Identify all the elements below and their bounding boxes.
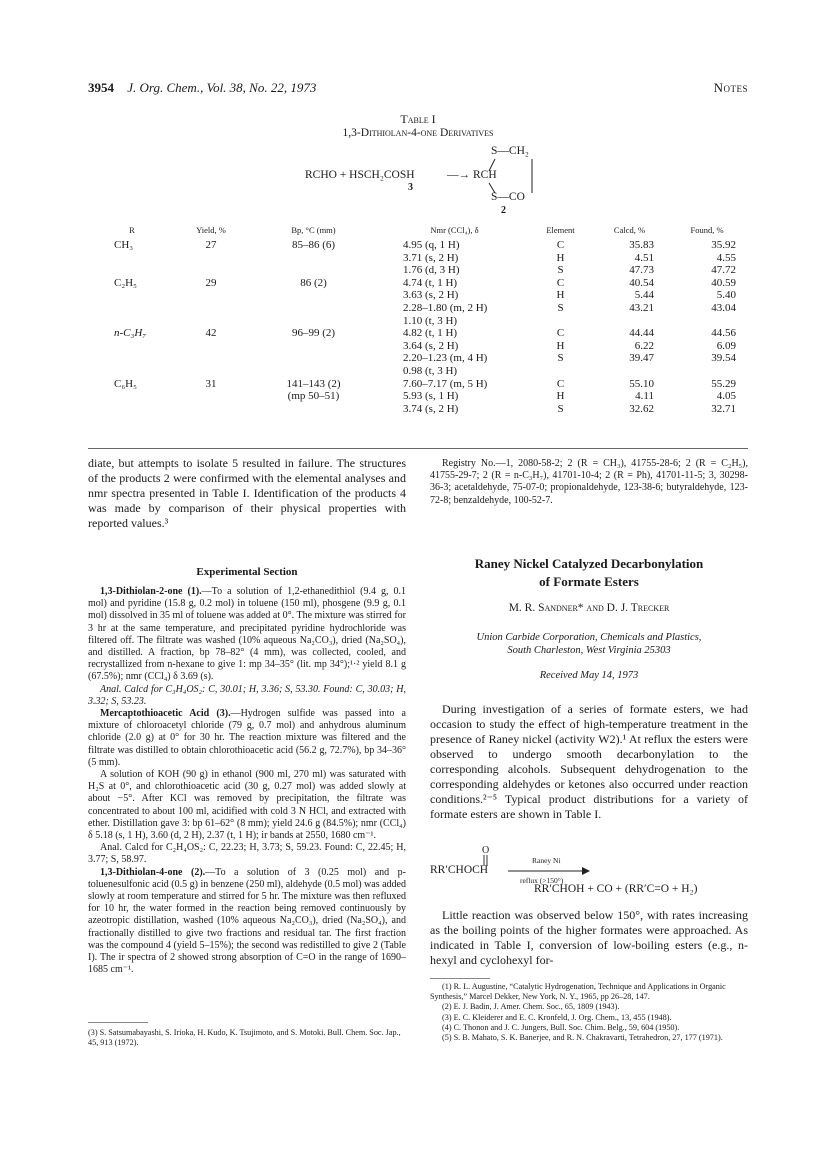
right-footnotes xyxy=(430,982,748,1043)
col-header-r: R xyxy=(129,225,135,235)
analysis-mercaptothioacetic: Anal. Calcd for C₂H₄OS₂: C, 22.23; H, 3.73; S, 59.23. Found: C, 22.45; H, 3.77; S, 58.97. xyxy=(88,842,406,866)
table-row: C₂H₅ 29 86 (2) 4.74 (t, 1 H) C 40.54 40.59 xyxy=(114,276,736,289)
table-row: 3.74 (s, 2 H) S 32.62 32.71 xyxy=(403,402,736,415)
received-date: Received May 14, 1973 xyxy=(539,670,639,681)
col-header-calcd: Calcd, % xyxy=(613,225,646,235)
table-row: 1.10 (t, 3 H) xyxy=(403,314,458,327)
registry-numbers: Registry No.—1, 2080-58-2; 2 (R = CH₃), 41755-28-6; 2 (R = C₂H₅), 41755-29-7; 2 (R = n-C₃H₇), 41701-10-4; 2 (R = Ph), 41701-11-5; 3, 30298-36-3; acetaldehyde, 75-07-0; propionaldehyde, 123-38-6; butyraldehyde, 123-72-8; benzaldehyde, 100-52-7. xyxy=(430,458,748,506)
right-second-paragraph: Little reaction was observed below 150°, with rates increasing as the boiling points of the higher formates were approached. As indicated in Table I, conversion of low-boiling esters (e.g., n-hexyl and cyclohexyl for- xyxy=(430,908,748,967)
table-row: 0.98 (t, 3 H) xyxy=(403,364,458,377)
right-footnote-rule xyxy=(430,978,490,979)
decarbonylation-equation xyxy=(430,845,748,895)
table-row: (mp 50–51) 5.93 (s, 1 H) H 4.11 4.05 xyxy=(287,390,736,403)
affiliation-line1: Union Carbide Corporation, Chemicals and Plastics, xyxy=(476,632,702,643)
scheme-product-label: 2 xyxy=(501,205,506,216)
page-number: 3954 xyxy=(88,80,114,95)
table-row: 3.71 (s, 2 H) H 4.51 4.55 xyxy=(403,251,736,264)
table-row: 2.28–1.80 (m, 2 H) S 43.21 43.04 xyxy=(403,301,736,314)
right-intro-paragraph: During investigation of a series of formate esters, we had occasion to study the effect of high-temperature treatment in the presence of Raney nickel (activity W2).¹ At reflux the esters were observed to undergo smooth decarbonylation to the corresponding alcohols. Subsequent dehydrogenation to the corresponding aldehydes or ketones also occurred under reaction conditions.²⁻⁵ Typical product distributions for a variety of formate esters are shown in Table I. xyxy=(430,702,748,821)
eq-reactant: RR′CHOCH xyxy=(430,864,489,876)
scheme-reactants: RCHO + HSCH₂COSH xyxy=(305,169,415,181)
scheme-reactant-label: 3 xyxy=(408,182,413,193)
reaction-scheme xyxy=(305,145,565,215)
procedure-dithiolan-2-one: 1,3-Dithiolan-2-one (1).—To a solution of 1,2-ethanedithiol (9.4 g, 0.1 mol) and pyridine (15.8 g, 0.2 mol) in toluene (150 ml), phosgene (9.9 g, 0.1 mol) dissolved in 35 ml of toluene was added at 0°. The mixture was stirred for 3 hr at the same temperature, and precipitated pyridine hydrochloride was filtered off. The filtrate was washed (10% aqueous Na₂CO₃), dried (Na₂SO₄), and distilled. A fraction, bp 78–82° (4 mm), was collected, cooled, and recrystallized from n-hexane to give 1: mp 34–35° (lit. mp 34°);¹·² yield 8.1 g (67.5%); nmr (CCl₄) δ 3.69 (s). xyxy=(88,586,406,683)
procedure-koh-solution: A solution of KOH (90 g) in ethanol (900 ml, 270 ml) was saturated with H₂S at 0°, and chlorothioacetic acid (30 g, 0.27 mol) was added slowly at about −5°. After KCl was removed by precipitation, the filtrate was concentrated to about 100 ml, acidified with cold 3 N HCl, and extracted with ether. Distillation gave 3: bp 61–62° (8 mm); yield 24.6 g (84.5%); nmr (CCl₄) δ 5.18 (s, 1 H), 3.60 (d, 2 H), 2.37 (t, 1 H); ir bands at 2550, 1680 cm⁻¹. xyxy=(88,769,406,842)
journal-citation: J. Org. Chem., Vol. 38, No. 22, 1973 xyxy=(127,80,317,95)
experimental-body xyxy=(88,586,406,977)
left-footnote-rule xyxy=(88,1022,148,1023)
experimental-heading: Experimental Section xyxy=(196,566,298,578)
procedure-mercaptothioacetic: Mercaptothioacetic Acid (3).—Hydrogen sulfide was passed into a mixture of chloroacetyl chloride (79 g, 0.7 mol) and anhydrous aluminum chloride (2.0 g) at 0° for 30 hr. The reaction mixture was filtered and the filtrate was distilled to obtain chlorothioacetic acid (56.2 g, 72.7%), bp 34–36° (5 mm). xyxy=(88,708,406,768)
article-title-line1: Raney Nickel Catalyzed Decarbonylation xyxy=(474,556,704,571)
affiliation-line2: South Charleston, West Virginia 25303 xyxy=(507,645,671,656)
eq-carbonyl-o: O xyxy=(482,845,490,856)
left-intro-paragraph: diate, but attempts to isolate 5 resulted in failure. The structures of the products 2 were confirmed with the elemental analyses and nmr spectra presented in Table I. Identification of the products 4 was made by comparison of their physical properties with reported values.³ xyxy=(88,456,406,530)
table-bottom-rule xyxy=(88,448,748,449)
table-title: Table I xyxy=(400,112,436,126)
scheme-arrow: —→ xyxy=(447,169,470,181)
table-row: CH₃ 27 85–86 (6) 4.95 (q, 1 H) C 35.83 35.92 xyxy=(114,239,736,251)
footnote-4: (4) C. Thonon and J. C. Jungers, Bull. Soc. Chim. Belg., 59, 604 (1950). xyxy=(442,1022,680,1032)
scheme-product-r: RCH xyxy=(473,169,497,181)
running-header xyxy=(88,80,748,98)
table-subtitle: 1,3-Dithiolan-4-one Derivatives xyxy=(342,127,494,139)
table-row: n-C₃H₇ 42 96–99 (2) 4.82 (t, 1 H) C 44.44 44.56 xyxy=(114,327,736,340)
left-footnote: (3) S. Satsumabayashi, S. Irioka, H. Kudo, K. Tsujimoto, and S. Motoki. Bull. Chem. Soc. Jap., 45, 913 (1972). xyxy=(88,1028,401,1048)
article-title-line2: of Formate Esters xyxy=(539,574,639,589)
table-header-row xyxy=(88,225,748,239)
footnote-3: (3) E. C. Kleiderer and E. C. Kronfeld, J. Org. Chem., 13, 455 (1948). xyxy=(442,1012,672,1022)
footnote-1: (1) R. L. Augustine, “Catalytic Hydrogenation, Technique and Applications in Organic Synthesis,” Marcel Dekker, New York, N. Y., 1965, pp 26–28, 147. xyxy=(430,982,726,1002)
scheme-product-bottom: S—CO xyxy=(491,191,525,203)
procedure-dithiolan-4-one: 1,3-Dithiolan-4-one (2).—To a solution of 3 (0.25 mol) and p-toluenesulfonic acid (0.5 g) in benzene (250 ml), aldehyde (0.5 mol) was added slowly at room temperature and stirred for 5 hr. The mixture was then refluxed for 10 hr, the water formed in the reaction being removed continuously by azeotropic distillation, washed (10% aqueous Na₂CO₃), dried (Na₂SO₄), and fractionally distilled to give two fractions and residual tar. The first fraction was the compound 4 (yield 5–15%); the second was redistilled to give 2 (Table I). The ir spectra of 2 showed strong absorption of C=O in the range of 1690–1685 cm⁻¹. xyxy=(88,866,406,976)
col-header-element: Element xyxy=(546,225,575,235)
table-row: C₆H₅ 31 141–143 (2) 7.60–7.17 (m, 5 H) C 55.10 55.29 xyxy=(114,377,736,390)
table-row: 3.63 (s, 2 H) H 5.44 5.40 xyxy=(403,289,736,302)
table-row: 1.76 (d, 3 H) S 47.73 47.72 xyxy=(403,264,736,277)
footnote-5: (5) S. B. Mahato, S. K. Banerjee, and R. N. Chakravarti, Tetrahedron, 27, 177 (1971). xyxy=(442,1033,723,1043)
ring-bonds xyxy=(305,145,565,215)
eq-catalyst: Raney Ni xyxy=(532,856,561,865)
eq-arrow xyxy=(508,867,590,875)
table-row: 2.20–1.23 (m, 4 H) S 39.47 39.54 xyxy=(403,352,736,365)
col-header-found: Found, % xyxy=(690,225,724,235)
eq-condition: reflux (>150°) xyxy=(520,876,564,885)
footnote-2: (2) E. J. Badin, J. Amer. Chem. Soc., 65, 1809 (1943). xyxy=(442,1002,620,1012)
derivatives-table xyxy=(88,225,748,415)
col-header-yield: Yield, % xyxy=(196,225,226,235)
col-header-bp: Bp, °C (mm) xyxy=(291,225,336,235)
section-label: Notes xyxy=(713,80,748,95)
scheme-product-top: S—CH₂ xyxy=(491,145,529,157)
table-row: 3.64 (s, 2 H) H 6.22 6.09 xyxy=(403,339,736,352)
article-authors: M. R. Sandner* and D. J. Trecker xyxy=(508,602,670,614)
col-header-nmr: Nmr (CCl₄), δ xyxy=(430,225,479,235)
analysis-dithiolan-2-one: Anal. Calcd for C₃H₄OS₂: C, 30.01; H, 3.36; S, 53.30. Found: C, 30.03; H, 3.32; S, 53.23. xyxy=(88,683,406,707)
eq-products: RR′CHOH + CO + (RR′C=O + H₂) xyxy=(534,883,698,895)
